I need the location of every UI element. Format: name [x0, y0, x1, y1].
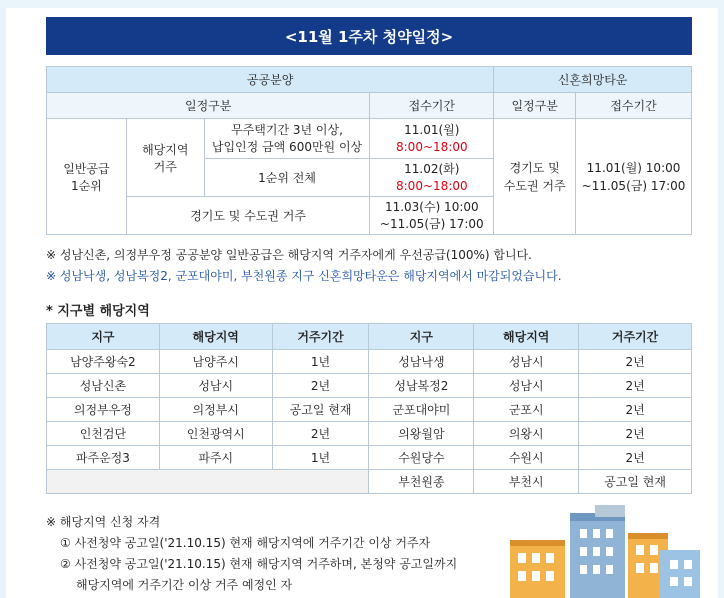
nw-period-cell: 11.01(월) 10:00 ~11.05(금) 17:00 [576, 119, 692, 235]
row1-date: 11.01(월) [404, 122, 460, 137]
residence-cell: 2년 [579, 374, 692, 398]
residence-cell: 공고일 현재 [579, 470, 692, 494]
district-cell: 성남신촌 [47, 374, 160, 398]
row3-period: 11.03(수) 10:00 ~11.05(금) 17:00 [370, 197, 494, 235]
residence-cell: 2년 [272, 374, 369, 398]
district-cell: 남양주왕숙2 [47, 350, 160, 374]
residence-header: 거주기간 [579, 324, 692, 350]
table-row [47, 350, 692, 374]
row2-date: 11.02(화) [404, 161, 460, 176]
row1-time: 8:00~18:00 [396, 139, 468, 154]
row2-time: 8:00~18:00 [396, 178, 468, 193]
row2-period [370, 159, 494, 197]
row3-condition: 경기도 및 수도권 거주 [126, 197, 370, 235]
region-cell: 해당지역 거주 [126, 119, 204, 197]
residence-cell: 2년 [579, 446, 692, 470]
nw-schedule-type-header: 일정구분 [494, 93, 576, 119]
district-cell: 인천검단 [47, 422, 160, 446]
qualification-item-2-cont: 해당지역에 거주기간 이상 거주 예정인 자 [76, 578, 293, 592]
region-cell: 수원시 [474, 446, 579, 470]
district-title: * 지구별 해당지역 [46, 304, 150, 319]
buildings-illustration [500, 505, 700, 598]
row2-condition: 1순위 전체 [204, 159, 370, 197]
public-sale-header: 공공분양 [47, 67, 494, 93]
region-cell: 부천시 [474, 470, 579, 494]
residence-cell: 1년 [272, 446, 369, 470]
region-cell: 의정부시 [159, 398, 272, 422]
qualification-item-2: ② 사전청약 공고일('21.10.15) 현재 해당지역 거주하며, 본청약 공고일까지 [60, 557, 458, 571]
schedule-table [46, 66, 692, 235]
district-header: 지구 [369, 324, 474, 350]
district-cell: 의정부우정 [47, 398, 160, 422]
region-cell: 성남시 [159, 374, 272, 398]
schedule-type-header: 일정구분 [47, 93, 370, 119]
residence-cell: 공고일 현재 [272, 398, 369, 422]
qualification-notes [46, 512, 457, 596]
row1-condition: 무주택기간 3년 이상, 납입인정 금액 600만원 이상 [204, 119, 370, 159]
table-row [47, 398, 692, 422]
table-row [47, 470, 692, 494]
residence-cell: 2년 [579, 422, 692, 446]
district-cell: 성남복정2 [369, 374, 474, 398]
nw-period-header: 접수기간 [576, 93, 692, 119]
region-header: 해당지역 [159, 324, 272, 350]
region-cell: 의왕시 [474, 422, 579, 446]
district-cell: 파주운정3 [47, 446, 160, 470]
region-cell: 군포시 [474, 398, 579, 422]
notes [46, 245, 562, 287]
note-closed: ※ 성남낙생, 성남복정2, 군포대야미, 부천원종 지구 신혼희망타운은 해당지역에서 마감되었습니다. [46, 269, 562, 283]
region-cell: 인천광역시 [159, 422, 272, 446]
qualification-title: ※ 해당지역 신청 자격 [46, 515, 161, 529]
region-cell: 성남시 [474, 350, 579, 374]
residence-cell: 1년 [272, 350, 369, 374]
row1-period [370, 119, 494, 159]
residence-cell: 2년 [579, 350, 692, 374]
region-cell: 파주시 [159, 446, 272, 470]
table-row [47, 446, 692, 470]
table-row [47, 374, 692, 398]
district-cell: 성남낙생 [369, 350, 474, 374]
newlywed-town-header: 신혼희망타운 [494, 67, 692, 93]
district-header: 지구 [47, 324, 160, 350]
period-header: 접수기간 [370, 93, 494, 119]
residence-cell: 2년 [272, 422, 369, 446]
qualification-item-1: ① 사전청약 공고일('21.10.15) 현재 해당지역에 거주기간 이상 거주자 [60, 536, 431, 550]
table-row [47, 422, 692, 446]
district-cell: 부천원종 [369, 470, 474, 494]
page-title: <11월 1주차 청약일정> [46, 17, 692, 55]
district-cell: 수원당수 [369, 446, 474, 470]
note-priority: ※ 성남신촌, 의정부우정 공공분양 일반공급은 해당지역 거주자에게 우선공급(100%) 합니다. [46, 248, 533, 262]
region-header: 해당지역 [474, 324, 579, 350]
nw-type-cell: 경기도 및 수도권 거주 [494, 119, 576, 235]
general-first-cell: 일반공급 1순위 [47, 119, 127, 235]
region-cell: 남양주시 [159, 350, 272, 374]
district-cell: 의왕월암 [369, 422, 474, 446]
residence-cell: 2년 [579, 398, 692, 422]
district-cell: 군포대야미 [369, 398, 474, 422]
residence-header: 거주기간 [272, 324, 369, 350]
district-table [46, 323, 692, 494]
region-cell: 성남시 [474, 374, 579, 398]
empty-cell [47, 470, 369, 494]
